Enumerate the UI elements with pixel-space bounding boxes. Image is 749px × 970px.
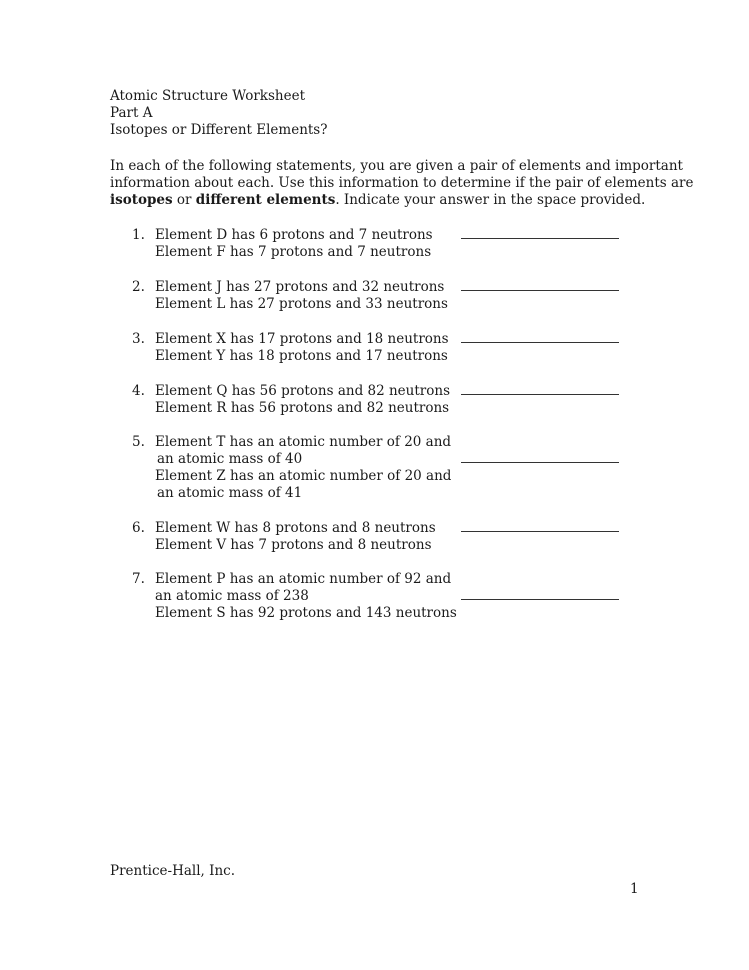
- instructions: [110, 158, 694, 209]
- answer-blank-4[interactable]: [461, 394, 619, 395]
- question-line: an atomic mass of 41: [157, 485, 303, 501]
- section-subtitle: Isotopes or Different Elements?: [110, 122, 328, 138]
- answer-blank-6[interactable]: [461, 531, 619, 532]
- answer-blank-7[interactable]: [461, 599, 619, 600]
- answer-blank-3[interactable]: [461, 342, 619, 343]
- question-line: Element F has 7 protons and 7 neutrons: [155, 244, 432, 260]
- question-line: Element S has 92 protons and 143 neutrons: [155, 605, 457, 621]
- question-number: 6.: [132, 520, 145, 536]
- instructions-line-3: [110, 192, 650, 209]
- page-number: 1: [630, 881, 639, 897]
- instructions-line-3-rest: . Indicate your answer in the space provided.: [335, 192, 646, 208]
- answer-blank-2[interactable]: [461, 290, 619, 291]
- question-line: Element J has 27 protons and 32 neutrons: [155, 279, 445, 295]
- publisher-credit: Prentice-Hall, Inc.: [110, 863, 235, 879]
- question-line: Element D has 6 protons and 7 neutrons: [155, 227, 433, 243]
- question-line: Element R has 56 protons and 82 neutrons: [155, 400, 450, 416]
- question-number: 1.: [132, 227, 145, 243]
- term-isotopes: isotopes: [110, 192, 173, 208]
- question-number: 2.: [132, 279, 145, 295]
- question-number: 7.: [132, 571, 145, 587]
- question-line: Element W has 8 protons and 8 neutrons: [155, 520, 436, 536]
- instructions-or: or: [172, 192, 196, 208]
- question-line: Element Q has 56 protons and 82 neutrons: [155, 383, 450, 399]
- question-line: an atomic mass of 238: [155, 588, 309, 604]
- question-number: 5.: [132, 434, 145, 450]
- worksheet-heading: [110, 88, 327, 139]
- term-different-elements: different elements: [195, 192, 336, 208]
- question-line: Element X has 17 protons and 18 neutrons: [155, 331, 449, 347]
- worksheet-title: Atomic Structure Worksheet: [110, 88, 306, 104]
- question-number: 4.: [132, 383, 145, 399]
- question-line: Element P has an atomic number of 92 and: [155, 571, 452, 587]
- instructions-line-1: In each of the following statements, you are given a pair of elements and important: [110, 158, 683, 174]
- answer-blank-5[interactable]: [461, 462, 619, 463]
- question-line: Element L has 27 protons and 33 neutrons: [155, 296, 448, 312]
- question-line: an atomic mass of 40: [157, 451, 303, 467]
- question-line: Element Y has 18 protons and 17 neutrons: [155, 348, 448, 364]
- question-line: Element V has 7 protons and 8 neutrons: [155, 537, 432, 553]
- part-label: Part A: [110, 105, 153, 121]
- answer-blank-1[interactable]: [461, 238, 619, 239]
- instructions-line-2: information about each. Use this information to determine if the pair of elements are: [110, 175, 694, 191]
- question-line: Element T has an atomic number of 20 and: [155, 434, 452, 450]
- question-line: Element Z has an atomic number of 20 and: [155, 468, 452, 484]
- question-number: 3.: [132, 331, 145, 347]
